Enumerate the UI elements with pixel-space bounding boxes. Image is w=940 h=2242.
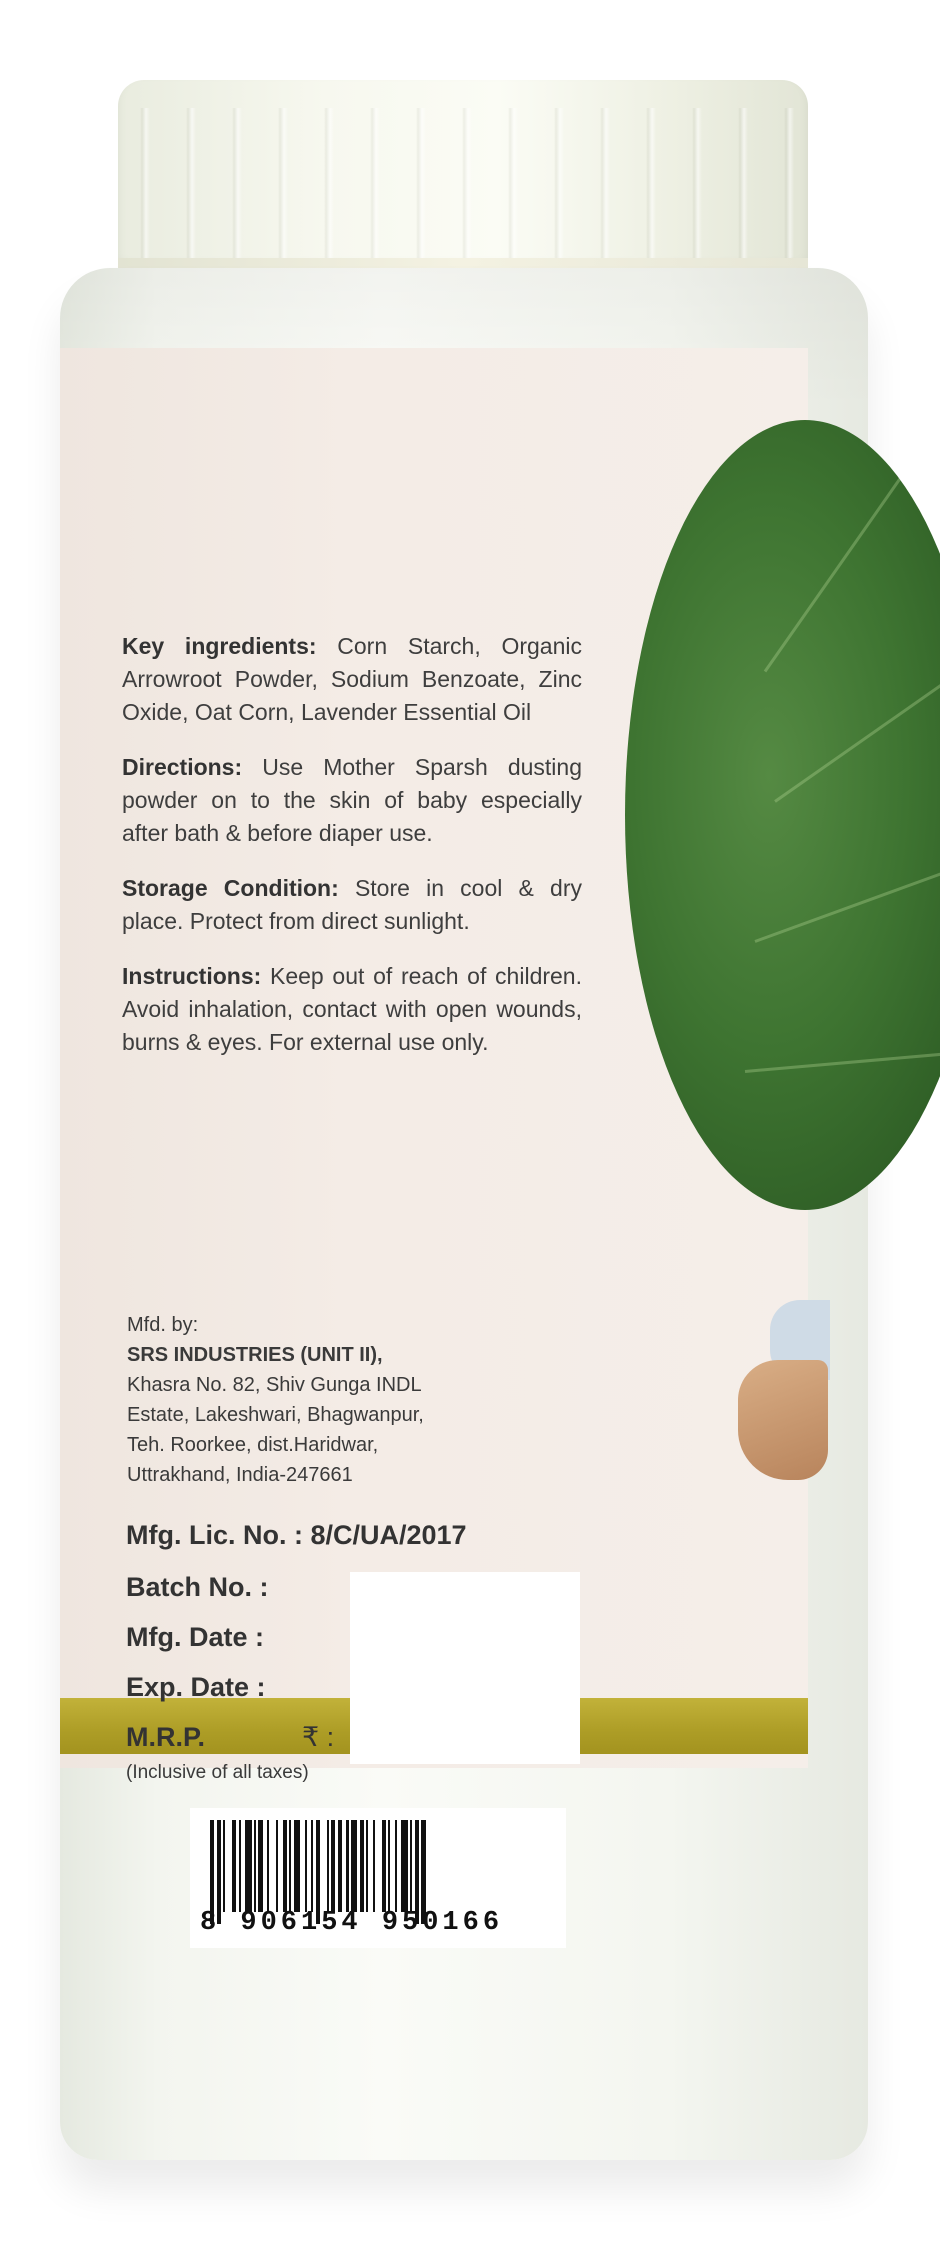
- barcode-bar: [311, 1820, 313, 1912]
- barcode-bar: [366, 1820, 368, 1912]
- key-ingredients-text: Corn Starch, Organic Arrowroot Powder, Sodium Benzoate, Zinc Oxide, Oat Corn, Lavender Essential Oil: [122, 633, 582, 725]
- barcode-bar: [294, 1820, 301, 1912]
- barcode-bar: [276, 1820, 278, 1912]
- mfg-license: Mfg. Lic. No. : 8/C/UA/2017: [126, 1520, 467, 1550]
- exp-date-label: Exp. Date :: [126, 1672, 266, 1702]
- address-line: Teh. Roorkee, dist.Haridwar,: [127, 1434, 379, 1456]
- storage-condition: [122, 872, 582, 938]
- key-ingredients-heading: Key ingredients:: [122, 633, 317, 659]
- barcode-bar: [401, 1820, 408, 1912]
- barcode-bar: [410, 1820, 412, 1912]
- barcode-bar: [232, 1820, 236, 1912]
- barcode-bar: [245, 1820, 252, 1912]
- directions-text: Use Mother Sparsh dusting powder on to the skin of baby especially after bath & before diaper use.: [122, 754, 583, 846]
- cap-ridges: [118, 108, 808, 258]
- barcode-bar: [305, 1820, 307, 1912]
- leaf-vein: [764, 474, 904, 672]
- barcode-bar: [327, 1820, 329, 1912]
- inclusive-taxes-note: (Inclusive of all taxes): [126, 1762, 309, 1783]
- barcode-bar: [254, 1820, 256, 1912]
- barcode-bar: [395, 1820, 397, 1912]
- barcode-bar: [346, 1820, 348, 1912]
- mfd-by-label: Mfd. by:: [127, 1314, 199, 1336]
- bottle-cap: [118, 80, 808, 270]
- directions-heading: Directions:: [122, 754, 243, 780]
- barcode-bars: [210, 1820, 546, 1912]
- barcode-bar: [351, 1820, 358, 1912]
- address-line: Uttrakhand, India-247661: [127, 1464, 353, 1486]
- storage-text: Store in cool & dry place. Protect from direct sunlight.: [122, 875, 583, 934]
- barcode-bar: [338, 1820, 342, 1912]
- batch-info-blank-box: [350, 1572, 580, 1764]
- manufacturer-block: [127, 1310, 547, 1490]
- address-line: Khasra No. 82, Shiv Gunga INDL: [127, 1374, 422, 1396]
- leaf-vein: [774, 651, 940, 803]
- barcode-bar: [267, 1820, 269, 1912]
- rupee-symbol: ₹ :: [302, 1722, 335, 1752]
- leaf-vein: [745, 1049, 940, 1073]
- leaf-vein: [754, 851, 940, 943]
- label-text-column: [122, 630, 582, 1081]
- barcode-bar: [373, 1820, 375, 1912]
- barcode: [190, 1808, 566, 1948]
- directions: [122, 751, 582, 850]
- instructions-heading: Instructions:: [122, 963, 262, 989]
- barcode-bar: [289, 1820, 291, 1912]
- barcode-bar: [258, 1820, 262, 1912]
- batch-no-label: Batch No. :: [126, 1572, 269, 1602]
- address-line: Estate, Lakeshwari, Bhagwanpur,: [127, 1404, 424, 1426]
- storage-heading: Storage Condition:: [122, 875, 339, 901]
- baby-illustration-arm: [738, 1360, 828, 1480]
- barcode-bar: [223, 1820, 225, 1912]
- barcode-bar: [239, 1820, 241, 1912]
- company-name: SRS INDUSTRIES (UNIT II),: [127, 1344, 383, 1366]
- barcode-bar: [283, 1820, 287, 1912]
- barcode-bar: [382, 1820, 386, 1912]
- barcode-bar: [388, 1820, 390, 1912]
- barcode-digits: 8 906154 950166: [200, 1908, 504, 1938]
- instructions-text: Keep out of reach of children. Avoid inhalation, contact with open wounds, burns & eyes. For external use only.: [122, 963, 582, 1055]
- key-ingredients: [122, 630, 582, 729]
- mrp-label: M.R.P.: [126, 1722, 206, 1752]
- barcode-bar: [331, 1820, 335, 1912]
- instructions: [122, 960, 582, 1059]
- barcode-bar: [360, 1820, 364, 1912]
- mfg-date-label: Mfg. Date :: [126, 1622, 264, 1652]
